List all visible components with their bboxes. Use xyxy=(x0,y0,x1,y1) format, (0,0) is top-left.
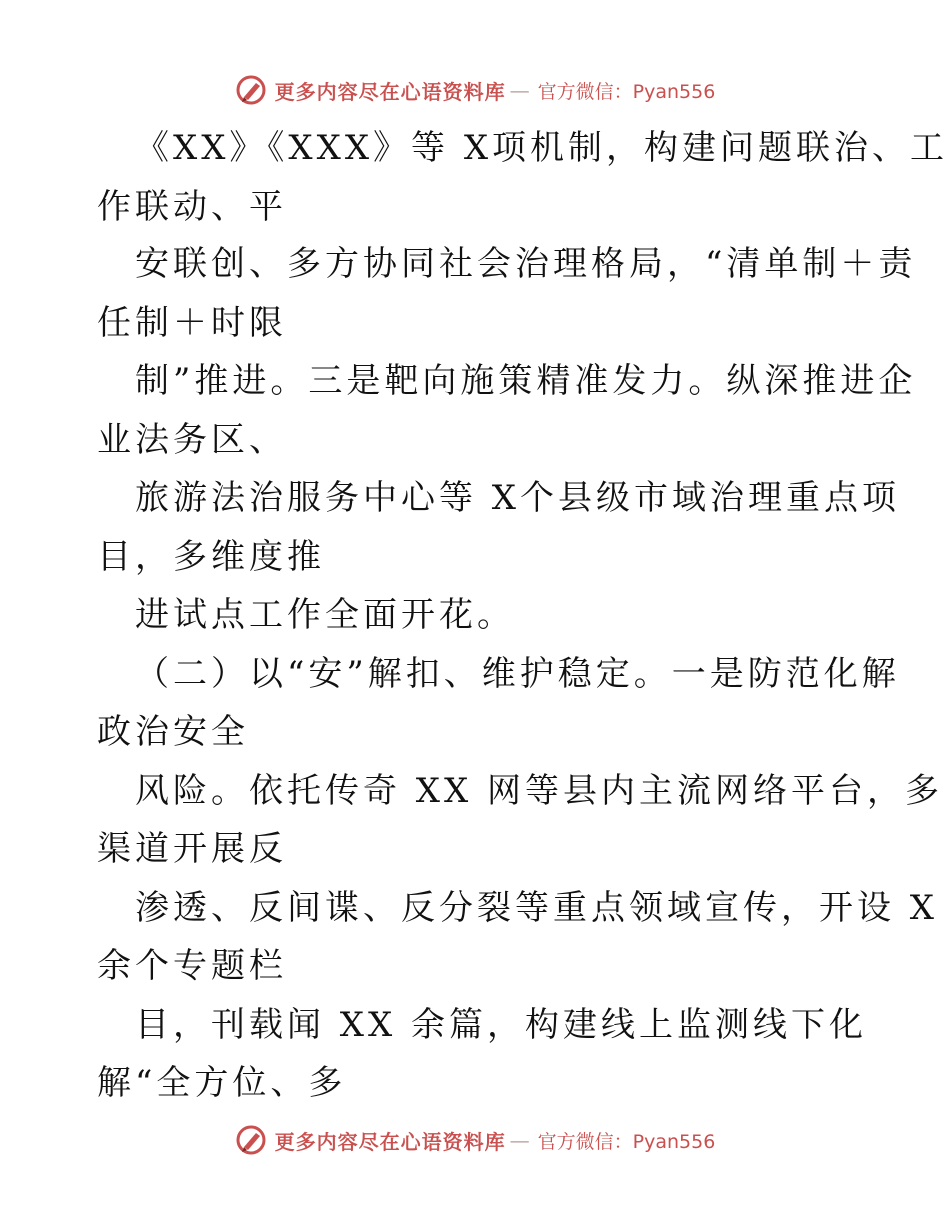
body-line: 作联动、平 xyxy=(97,187,287,227)
body-line: 旅游法治服务中心等 X个县级市域治理重点项 xyxy=(135,478,901,518)
body-line: 渗透、反间谍、反分裂等重点领域宣传，开设 X xyxy=(135,888,939,928)
body-line: 目，刊载闻 XX 余篇，构建线上监测线下化 xyxy=(135,1005,868,1045)
body-line: 业法务区、 xyxy=(97,420,287,460)
body-line: 制”推进。三是靶向施策精准发力。纵深推进企 xyxy=(135,361,917,401)
body-line: 安联创、多方协同社会治理格局，“清单制＋责 xyxy=(135,244,917,284)
body-line: 风险。依托传奇 XX 网等县内主流网络平台，多 xyxy=(135,771,944,811)
pen-logo-icon xyxy=(235,1124,267,1156)
header-banner xyxy=(0,70,950,110)
body-line: 余个专题栏 xyxy=(97,946,287,986)
header-brand-text: 更多内容尽在心语资料库 xyxy=(274,79,506,104)
body-line: 任制＋时限 xyxy=(97,303,287,343)
body-line: 政治安全 xyxy=(97,712,249,752)
footer-banner xyxy=(0,1120,950,1160)
header-separator: — xyxy=(509,78,530,102)
body-line: 《XX》《XXX》等 X项机制，构建问题联治、工 xyxy=(135,128,949,168)
header-contact-text: 官方微信：Pyan556 xyxy=(537,80,716,103)
body-line: 渠道开展反 xyxy=(97,829,287,869)
body-line: 进试点工作全面开花。 xyxy=(135,595,515,635)
footer-contact-text: 官方微信：Pyan556 xyxy=(537,1130,716,1153)
body-line: （二）以“安”解扣、维护稳定。一是防范化解 xyxy=(135,654,900,694)
pen-logo-icon xyxy=(235,74,267,106)
footer-separator: — xyxy=(509,1128,530,1152)
footer-brand-text: 更多内容尽在心语资料库 xyxy=(274,1129,506,1154)
body-line: 目，多维度推 xyxy=(97,537,325,577)
body-line: 解“全方位、多 xyxy=(97,1063,347,1103)
